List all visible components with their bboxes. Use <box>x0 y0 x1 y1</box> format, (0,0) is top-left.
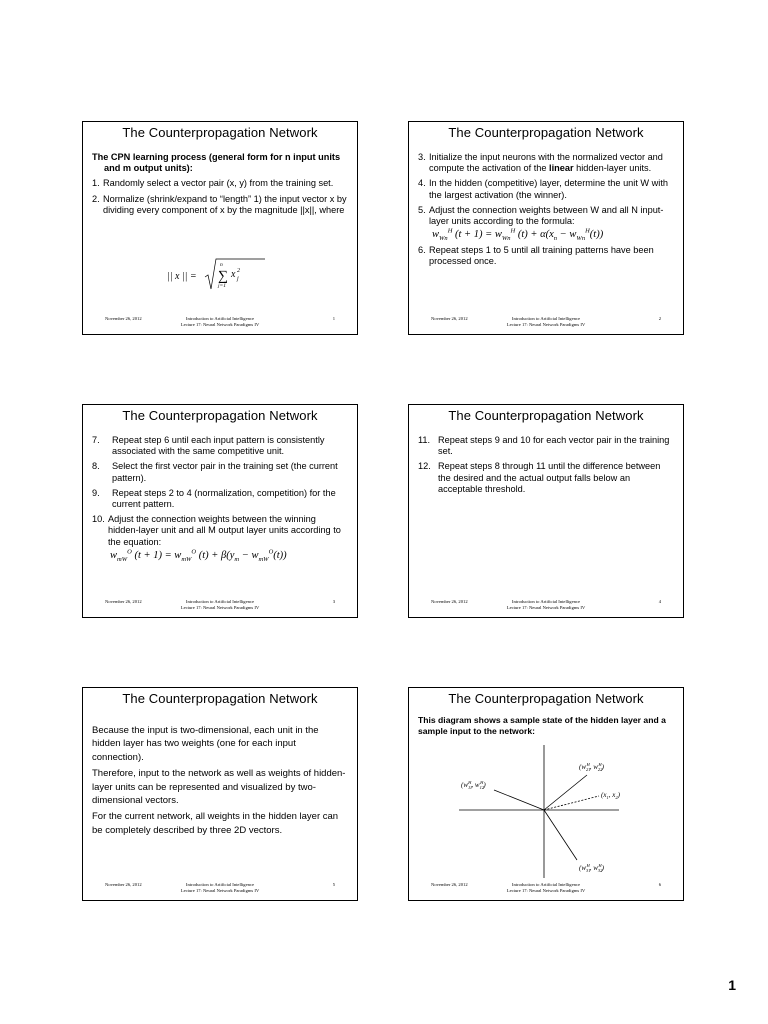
slide-2 <box>408 121 684 335</box>
slide-3 <box>82 404 358 618</box>
item-number: 3. <box>418 152 426 162</box>
sum-lower-limit: j=1 <box>218 283 226 289</box>
footer-lecture: Lecture 17: Neural Network Paradigms IV <box>180 604 260 610</box>
item-text <box>429 152 674 174</box>
slide-number: 5 <box>332 882 335 887</box>
item-number: 1. <box>92 178 100 189</box>
slide-footer <box>409 880 683 898</box>
weight-vector-1 <box>494 790 544 810</box>
slide-footer <box>409 314 683 332</box>
weight-vector-3 <box>544 810 577 860</box>
slide-1 <box>82 121 358 335</box>
footer-course: Introduction to Artificial Intelligence <box>186 316 254 321</box>
footer-lecture: Lecture 17: Neural Network Paradigms IV <box>506 321 586 327</box>
footer-date: November 26, 2012 <box>105 316 142 321</box>
slide-5 <box>82 687 358 901</box>
slide-heading: The CPN learning process (general form for n input units and m output units): <box>92 152 341 174</box>
footer-lecture: Lecture 17: Neural Network Paradigms IV <box>180 321 260 327</box>
item-number: 5. <box>418 204 426 215</box>
item-number: 12. <box>418 461 431 472</box>
footer-course: Introduction to Artificial Intelligence <box>186 599 254 604</box>
list-item <box>92 194 348 216</box>
item-text: Repeat steps 1 to 5 until all training patterns have been processed once. <box>429 245 654 267</box>
slide-number: 2 <box>658 316 661 321</box>
footer-lecture: Lecture 17: Neural Network Paradigms IV <box>506 604 586 610</box>
slide-title: The Counterpropagation Network <box>448 125 644 140</box>
slide-footer <box>409 597 683 615</box>
term-subscript: j <box>237 276 239 282</box>
item-number: 9. <box>92 487 100 498</box>
list-item <box>418 245 674 267</box>
slide-title: The Counterpropagation Network <box>122 408 318 423</box>
item-text: Adjust the connection weights between W and all N input-layer units according to the formula: <box>429 204 664 227</box>
item-text: Repeat step 6 until each input pattern is consistently associated with the same competitive unit. <box>112 435 325 457</box>
footer-date: November 26, 2012 <box>431 599 468 604</box>
item-number: 11. <box>418 435 431 445</box>
sum-upper-limit: n <box>220 262 223 268</box>
item-text: Adjust the connection weights between the winning hidden-layer unit and all M output layer units according to the equation: <box>108 514 341 547</box>
list-item <box>92 488 348 510</box>
slide-footer <box>83 880 357 898</box>
slide-4 <box>408 404 684 618</box>
item-text-part: Initialize the input neurons with the normalized vector and compute the activation of the <box>429 152 663 174</box>
slide-title: The Counterpropagation Network <box>448 408 644 423</box>
item-number: 10. <box>92 514 105 525</box>
slide-heading: This diagram shows a sample state of the hidden layer and a sample input to the network: <box>418 715 666 736</box>
list-item <box>418 435 674 457</box>
footer-course: Introduction to Artificial Intelligence <box>512 316 580 321</box>
norm-formula <box>167 255 267 297</box>
item-text: Randomly select a vector pair (x, y) from the training set. <box>103 178 334 189</box>
item-number: 7. <box>92 435 100 445</box>
list-item <box>92 514 348 548</box>
sum-symbol: ∑ <box>218 269 228 284</box>
footer-date: November 26, 2012 <box>431 882 468 887</box>
paragraph: Because the input is two-dimensional, each unit in the hidden layer has two weights (one for each input connection). <box>92 725 319 763</box>
slide-number: 1 <box>332 316 335 321</box>
slide-number: 3 <box>332 599 335 604</box>
item-text: Repeat steps 9 and 10 for each vector pair in the training set. <box>438 435 670 457</box>
list-item <box>418 461 674 495</box>
w1-label: ($w_{11}H$, $w_{12}H$) <box>461 780 486 790</box>
slide-title: The Counterpropagation Network <box>122 691 318 706</box>
list-item <box>92 435 348 457</box>
list-item <box>92 461 348 483</box>
slide-title: The Counterpropagation Network <box>122 125 318 140</box>
x-label: ($x_1$, $x_2$) <box>601 791 620 800</box>
list-item <box>92 178 348 189</box>
list-item <box>418 205 674 227</box>
w3-label: ($w_{31}H$, $w_{32}H$) <box>579 863 605 873</box>
footer-date: November 26, 2012 <box>105 599 142 604</box>
footer-date: November 26, 2012 <box>431 316 468 321</box>
footer-course: Introduction to Artificial Intelligence <box>512 882 580 887</box>
item-text: Normalize (shrink/expand to “length” 1) the input vector x by dividing every component of x by the magnitude ||x||, where <box>103 193 347 215</box>
footer-lecture: Lecture 17: Neural Network Paradigms IV <box>506 887 586 893</box>
slide-footer <box>83 597 357 615</box>
paragraph: For the current network, all weights in the hidden layer can be completely described by three 2D vectors. <box>92 811 339 836</box>
list-item <box>418 152 674 174</box>
item-text: Select the first vector pair in the training set (the current pattern). <box>112 461 338 483</box>
item-text: Repeat steps 8 through 11 until the difference between the desired and the actual output falls below an acceptable threshold. <box>438 461 661 494</box>
slide-number: 6 <box>658 882 661 887</box>
item-number: 2. <box>92 193 100 204</box>
item-text-bold: linear <box>549 163 574 174</box>
formula-term: x <box>231 269 236 280</box>
item-text: In the hidden (competitive) layer, determine the unit W with the largest activation (the winner). <box>429 178 668 200</box>
slide-title: The Counterpropagation Network <box>448 691 644 706</box>
item-number: 8. <box>92 461 100 472</box>
update-formula: $w_{mW}^O$ $(t + 1) = w_{mW}^O$ $(t) + \beta(y_m - w_{mW}^O(t))$ <box>110 548 287 563</box>
item-number: 6. <box>418 245 426 256</box>
slide-number: 4 <box>658 599 661 604</box>
update-formula: $w_{Wn}^H$ $(t + 1) = w_{Wn}^H$ $(t) + \alpha(x_n - w_{Wn}^H(t))$ <box>432 227 604 243</box>
item-text-part: hidden-layer units. <box>573 163 652 174</box>
term-superscript: 2 <box>237 268 240 274</box>
formula-lhs: || x || = <box>167 271 197 282</box>
footer-course: Introduction to Artificial Intelligence <box>186 882 254 887</box>
footer-course: Introduction to Artificial Intelligence <box>512 599 580 604</box>
page-number: 1 <box>728 977 736 993</box>
vector-diagram <box>409 740 684 890</box>
slide-footer <box>83 314 357 332</box>
list-item <box>418 178 674 200</box>
footer-lecture: Lecture 17: Neural Network Paradigms IV <box>180 887 260 893</box>
paragraph: Therefore, input to the network as well as weights of hidden-layer units can be represented and visualized by two-dimensional vectors. <box>92 768 346 807</box>
item-text: Repeat steps 2 to 4 (normalization, competition) for the current pattern. <box>112 487 336 510</box>
item-number: 4. <box>418 178 426 189</box>
footer-date: November 26, 2012 <box>105 882 142 887</box>
slide-6 <box>408 687 684 901</box>
w2-label: ($w_{21}H$, $w_{22}H$) <box>579 762 605 772</box>
